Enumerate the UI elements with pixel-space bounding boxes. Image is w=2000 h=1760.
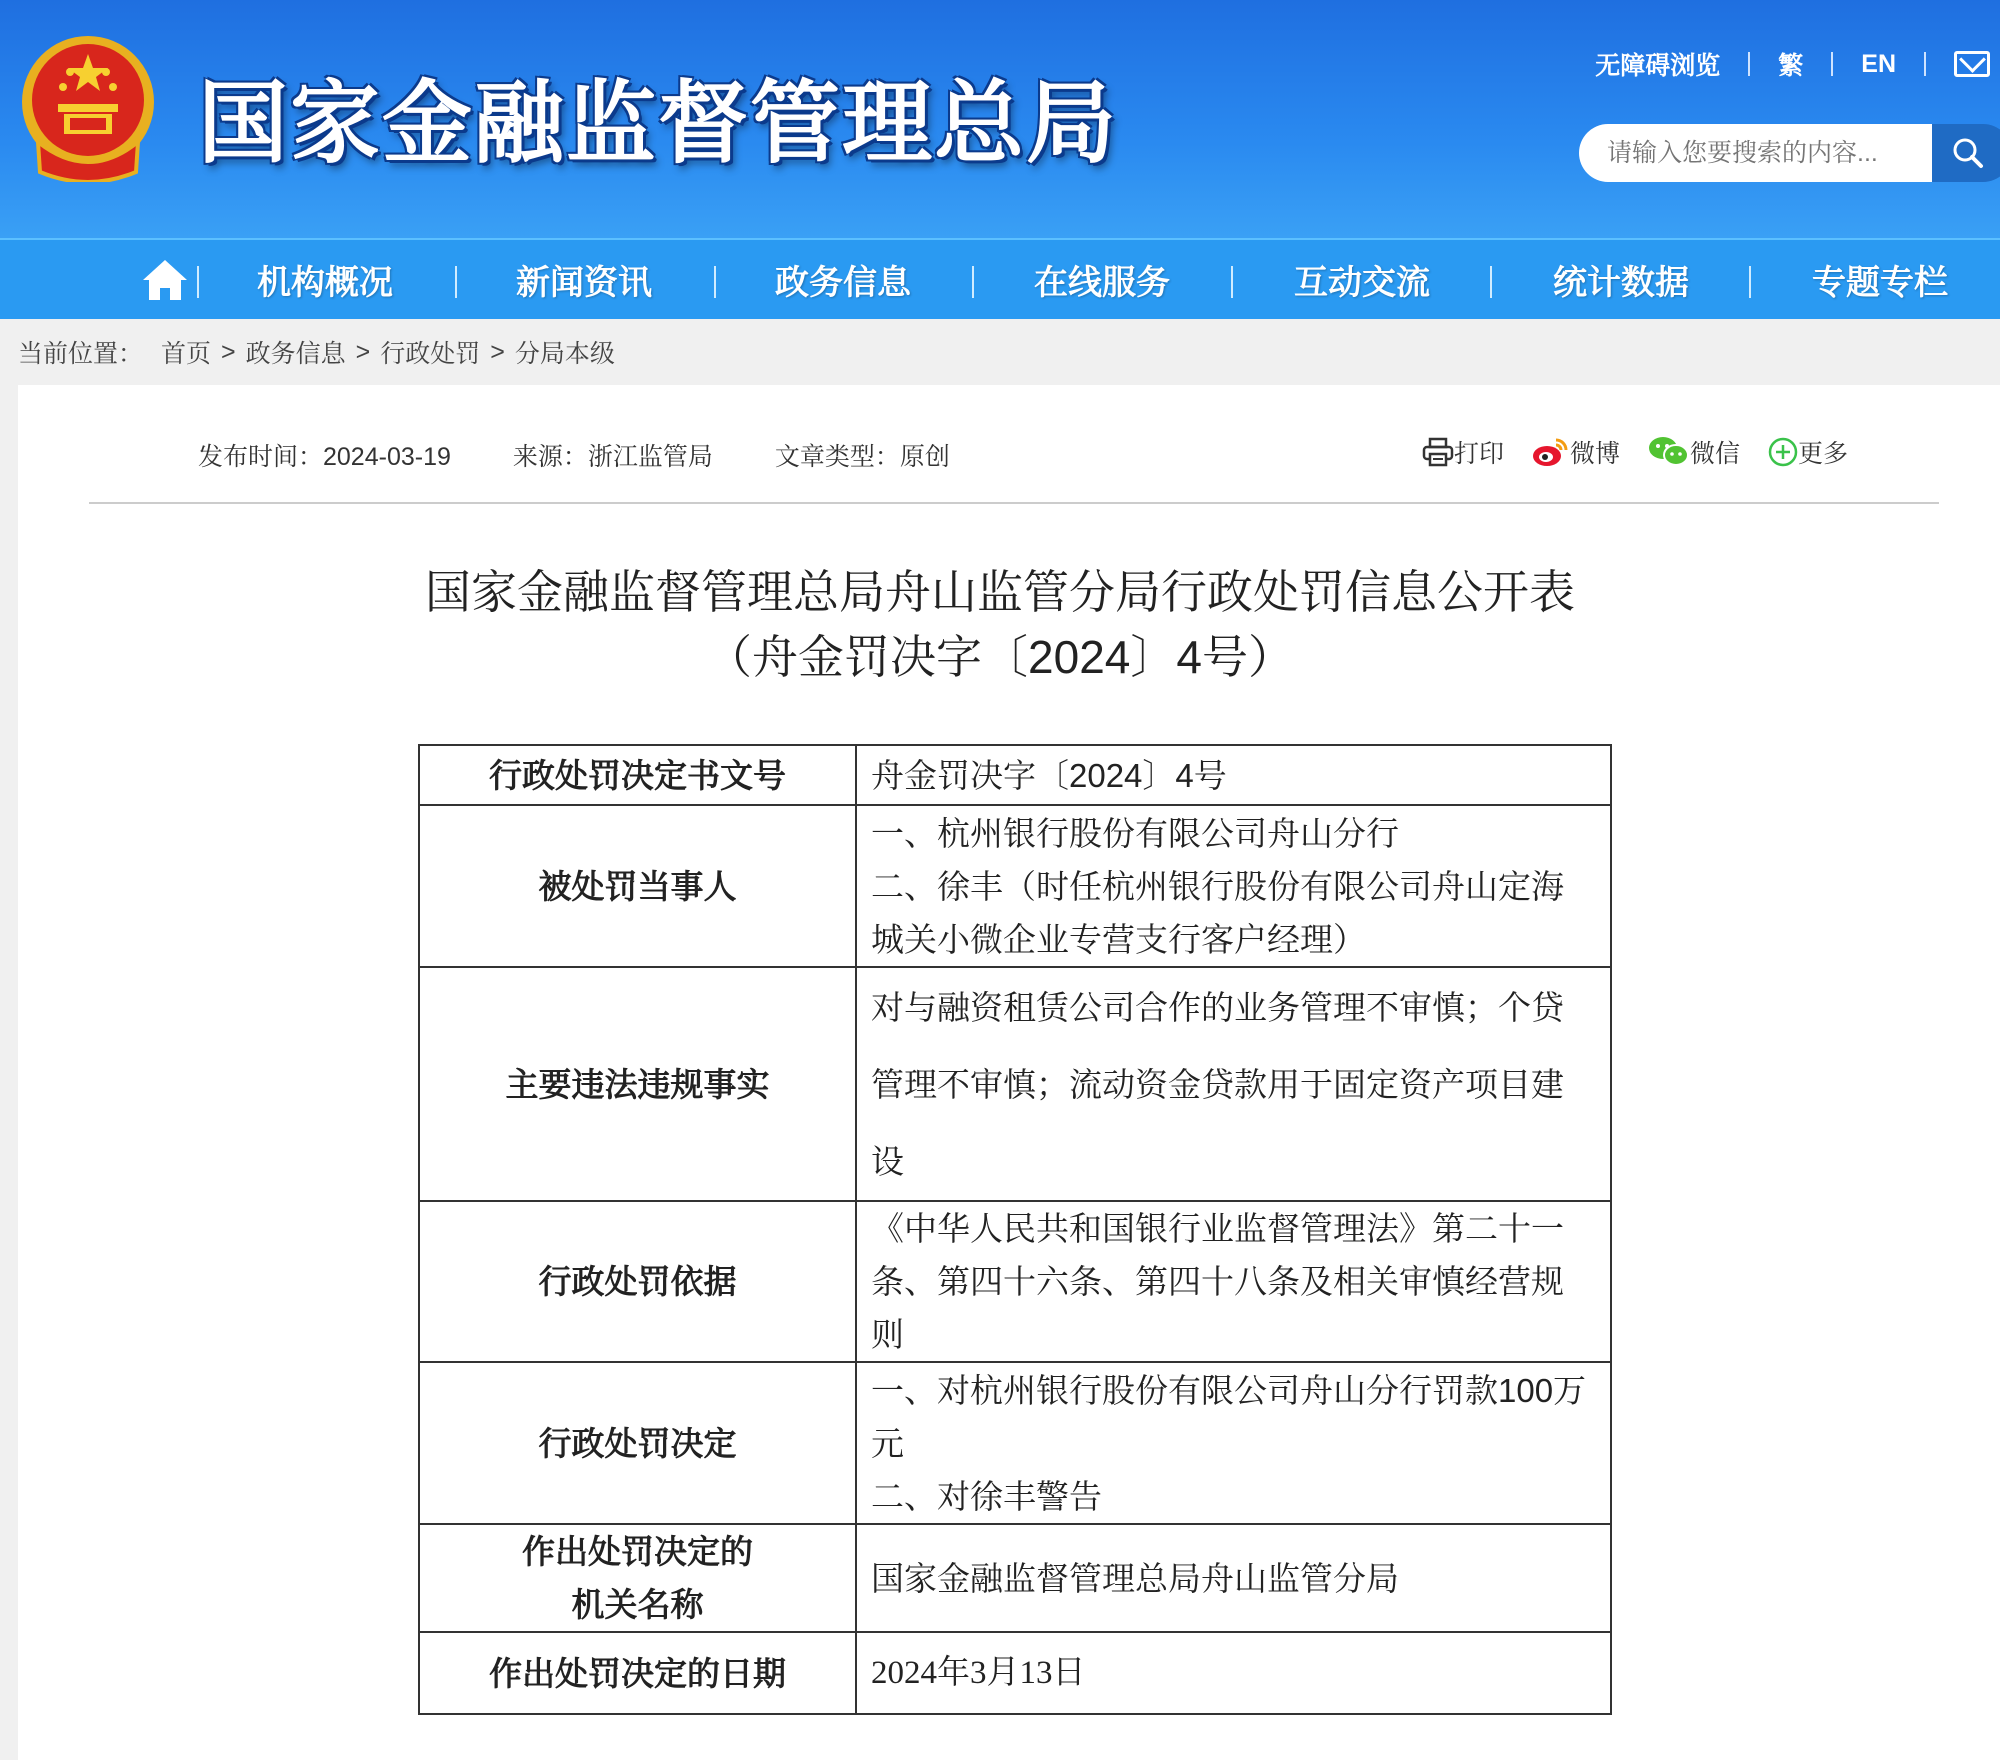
breadcrumb-home[interactable]: 首页 bbox=[161, 340, 212, 368]
main-nav bbox=[0, 238, 2000, 319]
table-row bbox=[419, 805, 1611, 967]
weibo-share-button[interactable] bbox=[1532, 434, 1620, 470]
article-subtitle: （舟金罚决字〔2024〕4号） bbox=[706, 631, 1294, 683]
row-value bbox=[856, 1524, 1611, 1632]
key-line: 机关名称 bbox=[571, 1586, 704, 1623]
value-line: 对与融资租赁公司合作的业务管理不审慎；个贷 bbox=[871, 988, 1564, 1026]
search-button[interactable] bbox=[1932, 124, 2000, 182]
value-line: 一、杭州银行股份有限公司舟山分行 bbox=[871, 814, 1399, 852]
row-value bbox=[856, 745, 1611, 805]
row-key: 行政处罚决定书文号 bbox=[419, 745, 856, 805]
wechat-share-button[interactable] bbox=[1648, 434, 1740, 470]
value-line: 二、徐丰（时任杭州银行股份有限公司舟山定海 bbox=[871, 867, 1564, 905]
wechat-label: 微信 bbox=[1690, 440, 1741, 468]
nav-divider bbox=[1490, 266, 1492, 298]
english-link[interactable]: EN bbox=[1861, 49, 1896, 78]
table-row bbox=[419, 967, 1611, 1201]
value-line: 管理不审慎；流动资金贷款用于固定资产项目建 bbox=[871, 1065, 1564, 1103]
row-value bbox=[856, 805, 1611, 967]
nav-item-interaction[interactable]: 互动交流 bbox=[1294, 264, 1430, 302]
breadcrumb-government-info[interactable]: 政务信息 bbox=[245, 340, 346, 368]
row-key: 作出处罚决定的日期 bbox=[419, 1632, 856, 1714]
search-icon bbox=[1952, 137, 1984, 169]
nav-divider bbox=[455, 266, 457, 298]
nav-divider bbox=[1231, 266, 1233, 298]
table-row bbox=[419, 745, 1611, 805]
national-emblem-icon bbox=[18, 32, 158, 182]
table-row bbox=[419, 1362, 1611, 1524]
article-type: 文章类型：原创 bbox=[774, 443, 950, 471]
value-line: 舟金罚决字〔2024〕4号 bbox=[871, 756, 1227, 794]
site-title: 国家金融监督管理总局 bbox=[198, 74, 1118, 174]
value-line: 一、对杭州银行股份有限公司舟山分行罚款100万 bbox=[871, 1371, 1587, 1409]
value-line: 2024年3月13日 bbox=[871, 1654, 1086, 1691]
breadcrumb-separator: > bbox=[221, 337, 236, 366]
row-key: 主要违法违规事实 bbox=[419, 967, 856, 1201]
breadcrumb-separator: > bbox=[355, 337, 371, 366]
table-row bbox=[419, 1632, 1611, 1714]
row-value bbox=[856, 1632, 1611, 1714]
row-key bbox=[419, 1524, 856, 1632]
value-line: 《中华人民共和国银行业监督管理法》第二十一 bbox=[871, 1210, 1564, 1247]
nav-item-online-service[interactable]: 在线服务 bbox=[1034, 264, 1170, 302]
nav-divider bbox=[972, 266, 974, 298]
key-line: 作出处罚决定的 bbox=[522, 1533, 753, 1570]
value-line: 城关小微企业专营支行客户经理） bbox=[871, 920, 1366, 958]
breadcrumb bbox=[18, 319, 615, 385]
nav-divider bbox=[1749, 266, 1751, 298]
value-line: 元 bbox=[871, 1424, 904, 1462]
home-icon bbox=[141, 258, 189, 302]
nav-item-special-topics[interactable]: 专题专栏 bbox=[1812, 264, 1948, 302]
search-input[interactable] bbox=[1579, 124, 1932, 182]
printer-icon bbox=[1422, 437, 1454, 467]
weibo-icon bbox=[1532, 436, 1570, 468]
nav-item-institution[interactable]: 机构概况 bbox=[257, 264, 393, 302]
row-value bbox=[856, 1362, 1611, 1524]
nav-item-news[interactable]: 新闻资讯 bbox=[516, 264, 652, 302]
more-label: 更多 bbox=[1798, 440, 1849, 468]
meta-divider bbox=[89, 502, 1939, 504]
row-key: 行政处罚决定 bbox=[419, 1362, 856, 1524]
site-header bbox=[0, 0, 2000, 238]
nav-item-government-info[interactable]: 政务信息 bbox=[775, 264, 911, 302]
row-key: 被处罚当事人 bbox=[419, 805, 856, 967]
share-bar bbox=[1422, 434, 1848, 470]
traditional-chinese-link[interactable]: 繁 bbox=[1778, 52, 1804, 80]
article-source: 来源：浙江监管局 bbox=[512, 443, 713, 471]
accessibility-link[interactable]: 无障碍浏览 bbox=[1595, 52, 1721, 80]
weibo-label: 微博 bbox=[1570, 440, 1621, 468]
wechat-icon bbox=[1648, 436, 1690, 468]
more-share-button[interactable] bbox=[1768, 434, 1848, 470]
nav-divider bbox=[197, 266, 199, 298]
breadcrumb-label: 当前位置： bbox=[18, 340, 144, 368]
nav-divider bbox=[714, 266, 716, 298]
row-value bbox=[856, 1201, 1611, 1362]
table-row bbox=[419, 1201, 1611, 1362]
nav-item-statistics[interactable]: 统计数据 bbox=[1553, 264, 1689, 302]
mail-icon[interactable] bbox=[1954, 51, 1990, 77]
article-title: 国家金融监督管理总局舟山监管分局行政处罚信息公开表 bbox=[425, 566, 1575, 618]
print-label: 打印 bbox=[1454, 440, 1505, 468]
top-links bbox=[1595, 44, 2000, 84]
plus-circle-icon bbox=[1768, 437, 1798, 467]
value-line: 国家金融监督管理总局舟山监管分局 bbox=[871, 1559, 1399, 1597]
divider bbox=[1748, 52, 1750, 76]
value-line: 条、第四十六条、第四十八条及相关审慎经营规 bbox=[871, 1263, 1564, 1300]
row-key: 行政处罚依据 bbox=[419, 1201, 856, 1362]
penalty-info-table bbox=[418, 744, 1612, 1715]
table-row bbox=[419, 1524, 1611, 1632]
publish-date: 发布时间：2024-03-19 bbox=[198, 443, 451, 471]
row-value bbox=[856, 967, 1611, 1201]
value-line: 二、对徐丰警告 bbox=[871, 1477, 1102, 1515]
divider bbox=[1924, 52, 1926, 76]
divider bbox=[1831, 52, 1833, 76]
value-line: 则 bbox=[871, 1316, 904, 1353]
article-meta bbox=[198, 437, 950, 473]
value-line: 设 bbox=[871, 1142, 904, 1180]
print-button[interactable] bbox=[1422, 434, 1504, 470]
breadcrumb-branch[interactable]: 分局本级 bbox=[514, 340, 615, 368]
breadcrumb-penalty[interactable]: 行政处罚 bbox=[380, 340, 481, 368]
breadcrumb-separator: > bbox=[490, 337, 505, 366]
